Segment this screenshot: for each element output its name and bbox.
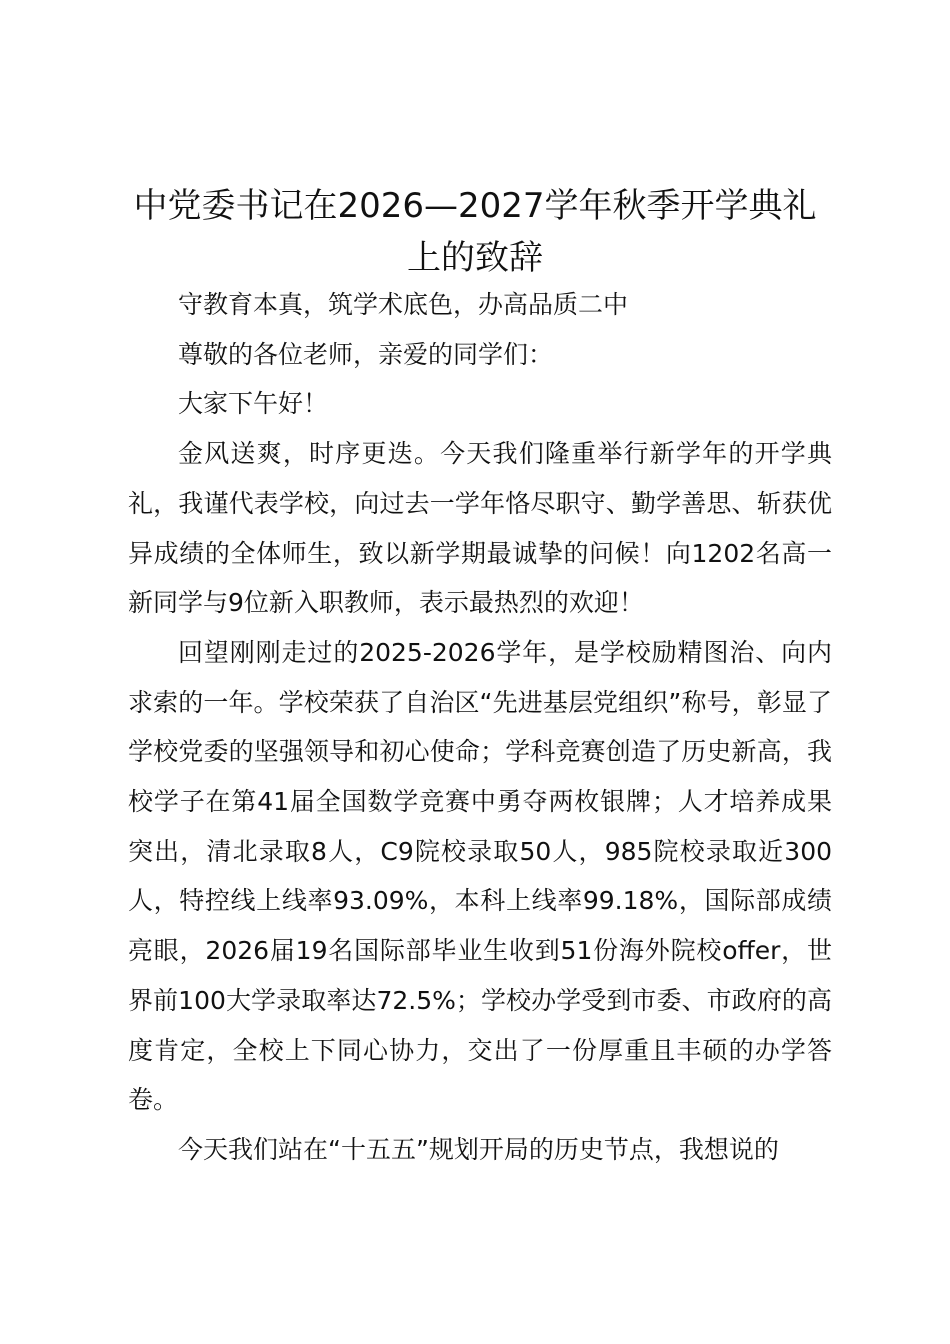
subtitle-paragraph: 守教育本真，筑学术底色，办高品质二中 (178, 290, 629, 319)
body-paragraph: 回望刚刚走过的2025-2026学年，是学校励精图治、向内求索的一年。学校荣获了自治区“先进基层党组织”称号，彰显了学校党委的坚强领导和初心使命；学科竞赛创造了历史新高，我校学子在第41届全国数学竞赛中勇夺两枚银牌；人才培养成果突出，清北录取8人，C9院校录取50人，985院校录取近300人，特控线上线率93.09%，本科上线率99.18%，国际部成绩亮眼，2026届19名国际部毕业生收到51份海外院校offer，世界前100大学录取率达72.5%；学校办学受到市委、市政府的高度肯定，全校上下同心协力，交出了一份厚重且丰硕的办学答卷。 (128, 637, 832, 1115)
body-paragraph: 今天我们站在“十五五”规划开局的历史节点，我想说的 (178, 1134, 779, 1164)
body-paragraph: 金风送爽，时序更迭。今天我们隆重举行新学年的开学典礼，我谨代表学校，向过去一学年恪尽职守、勤学善思、斩获优异成绩的全体师生，致以新学期最诚挚的问候！向1202名高一新同学与9位新入职教师，表示最热烈的欢迎！ (128, 439, 832, 618)
greeting-paragraph: 大家下午好！ (178, 389, 329, 419)
document-body (128, 280, 832, 1175)
salutation-paragraph: 尊敬的各位老师，亲爱的同学们： (178, 339, 554, 369)
document-title: 中党委书记在2026—2027学年秋季开学典礼上的致辞 (133, 186, 817, 278)
